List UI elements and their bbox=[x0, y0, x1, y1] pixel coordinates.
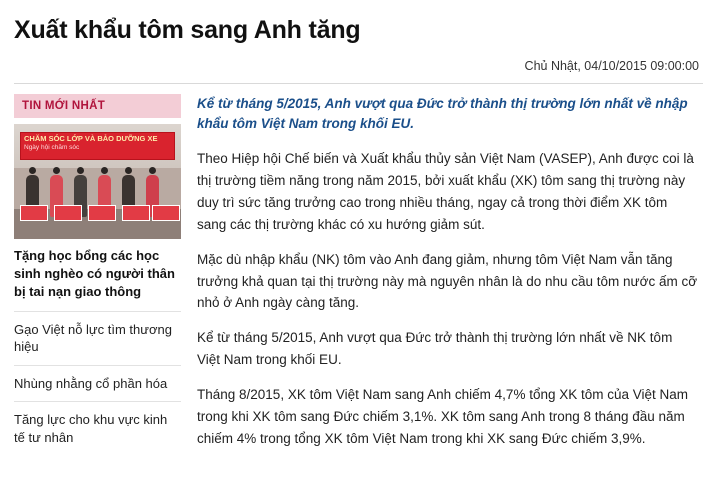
page-title: Xuất khẩu tôm sang Anh tăng bbox=[14, 16, 361, 44]
sidebar-item-news-3[interactable]: Tăng lực cho khu vực kinh tế tư nhân bbox=[14, 412, 168, 445]
list-item bbox=[14, 311, 181, 365]
article-paragraph-4: Tháng 8/2015, XK tôm Việt Nam sang Anh chiếm 4,7% tổng XK tôm của Việt Nam trong khi XK tôm sang Đức chiếm 3,1%. XK tôm sang Anh trong 8 tháng đầu năm chiếm 4% trong tổng XK tôm Việt Nam trong khi XK sang Đức chiếm 3,9%. bbox=[197, 386, 689, 446]
list-item bbox=[14, 401, 181, 455]
article-paragraph-3: Kể từ tháng 5/2015, Anh vượt qua Đức trở thành thị trường lớn nhất về NK tôm Việt Nam trong khối EU. bbox=[197, 330, 673, 368]
article-body bbox=[197, 94, 703, 463]
article-lede: Kể từ tháng 5/2015, Anh vượt qua Đức trở thành thị trường lớn nhất về nhập khẩu tôm Việt Nam trong khối EU. bbox=[197, 95, 688, 131]
placard bbox=[122, 205, 150, 221]
article-paragraph-2: Mặc dù nhập khẩu (NK) tôm vào Anh đang giảm, nhưng tôm Việt Nam vẫn tăng trưởng khả quan tại thị trường này mà nguyên nhân là do nhu cầu tôm nước ấm cỡ nhỏ ở Anh ngày càng tăng. bbox=[197, 251, 698, 311]
featured-article-image[interactable] bbox=[14, 124, 181, 239]
latest-news-list bbox=[14, 311, 181, 456]
article-timestamp: Chủ Nhật, 04/10/2015 09:00:00 bbox=[524, 58, 699, 73]
sidebar bbox=[14, 94, 181, 463]
sidebar-item-news-1[interactable]: Gạo Việt nỗ lực tìm thương hiệu bbox=[14, 321, 172, 355]
placard bbox=[152, 205, 180, 221]
header-divider bbox=[14, 83, 703, 84]
featured-article-title[interactable]: Tặng học bổng các học sinh nghèo có người thân bị tai nạn giao thông bbox=[14, 247, 175, 299]
sidebar-header: TIN MỚI NHẤT bbox=[14, 94, 181, 118]
placard bbox=[20, 205, 48, 221]
banner-subline: Ngày hội chăm sóc bbox=[24, 143, 80, 151]
list-item bbox=[14, 365, 181, 402]
sidebar-item-news-2[interactable]: Nhùng nhằng cổ phần hóa bbox=[14, 375, 168, 391]
placard bbox=[88, 205, 116, 221]
content-columns bbox=[14, 94, 703, 463]
placard bbox=[54, 205, 82, 221]
article-paragraph-1: Theo Hiệp hội Chế biến và Xuất khẩu thủy sản Việt Nam (VASEP), Anh được coi là thị trường tiềm năng trong năm 2015, bởi xuất khẩu (XK) tôm sang thị trường này duy trì sức tăng trưởng cao trong nhiều tháng, ngay cả trong thời điểm XK tôm sang các thị trường khác có xu hướng giảm sút. bbox=[197, 151, 694, 232]
banner-headline: CHĂM SÓC LỚP VÀ BẢO DƯỠNG XE bbox=[24, 133, 158, 143]
